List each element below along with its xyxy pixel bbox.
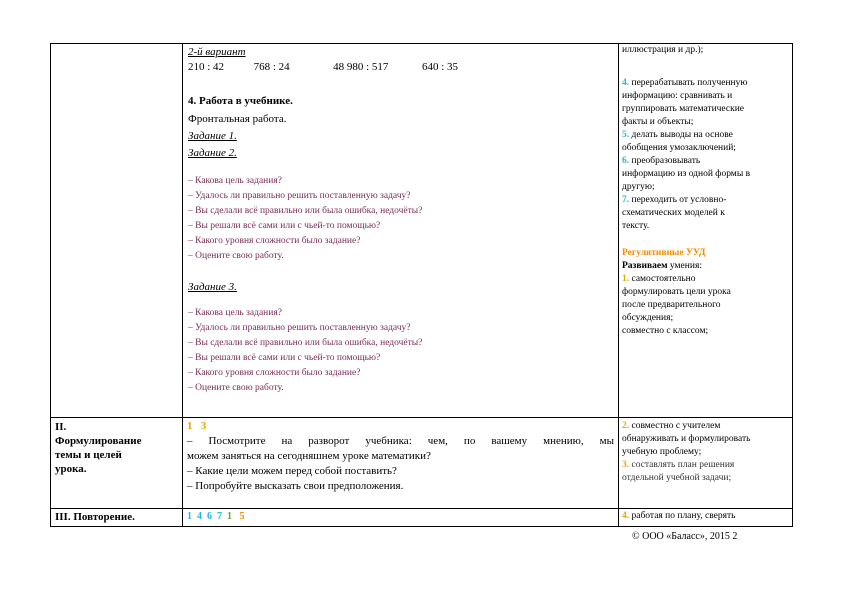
uud-line: преобразовывать xyxy=(631,156,701,166)
uud-line: тексту. xyxy=(622,221,650,231)
uud-number: 7. xyxy=(622,195,630,205)
table-border-bottom xyxy=(50,526,793,527)
column-divider-2 xyxy=(618,43,619,527)
uud-line: переходить от условно- xyxy=(631,195,727,205)
table-border-right xyxy=(792,43,793,527)
task-2-questions xyxy=(188,174,614,264)
uud-line: информацию: сравнивать и xyxy=(622,91,733,101)
question-item: – Вы решали всё сами или с чьей-то помощью? xyxy=(188,353,381,363)
uud-line: после предварительного xyxy=(622,300,721,310)
marker: 1 xyxy=(187,511,192,522)
develop-bold: Развиваем xyxy=(622,261,668,271)
question-item: – Какова цель задания? xyxy=(188,176,282,186)
teacher-line: – Попробуйте высказать свои предположения. xyxy=(187,480,404,492)
stage-line: II. xyxy=(55,421,67,433)
uud-line: обобщения умозаключений; xyxy=(622,143,736,153)
uud-line: группировать математические xyxy=(622,104,745,114)
question-item: – Оцените свою работу. xyxy=(188,251,284,261)
uud-item-4 xyxy=(622,77,788,129)
marker: 7 xyxy=(217,511,222,522)
uud-line: совместно с классом; xyxy=(622,326,709,336)
division-2: 768 : 24 xyxy=(253,61,290,73)
work-subtitle: Фронтальная работа. xyxy=(188,113,287,125)
regulative-uud-title: Регулятивные УУД xyxy=(622,248,706,258)
uud-markers xyxy=(187,419,614,434)
uud-number: 6. xyxy=(622,156,630,166)
question-item: – Вы решали всё сами или с чьей-то помощью? xyxy=(188,221,381,231)
marker: 1 xyxy=(227,511,232,522)
teacher-line: – Посмотрите на разворот учебника: чем, по вашему мнению, мы xyxy=(187,435,614,447)
variant-heading: 2-й вариант xyxy=(188,46,246,58)
copyright-footer: © ООО «Баласс», 2015 2 xyxy=(632,531,738,542)
marker-1: 1 xyxy=(187,420,193,432)
exercise-block xyxy=(188,45,614,396)
stage-3-label: III. Повторение. xyxy=(55,511,135,523)
row-divider-1 xyxy=(50,417,793,418)
stage-line: урока. xyxy=(55,463,87,475)
uud-line: самостоятельно xyxy=(631,274,696,284)
uud-line: совместно с учителем xyxy=(631,421,721,431)
uud-line: отдельной учебной задачи; xyxy=(622,473,732,483)
uud-number: 5. xyxy=(622,130,630,140)
question-item: – Какого уровня сложности было задание? xyxy=(188,368,361,378)
question-item: – Какого уровня сложности было задание? xyxy=(188,236,361,246)
uud-line: обнаруживать и формулировать xyxy=(622,434,751,444)
stage-2-label xyxy=(55,420,179,476)
uud-number: 2. xyxy=(622,421,630,431)
uud-line: учебную проблему; xyxy=(622,447,702,457)
column-divider-1 xyxy=(182,43,183,527)
task-3-questions xyxy=(188,306,614,396)
uud-line: делать выводы на основе xyxy=(631,130,733,140)
marker: 5 xyxy=(239,511,245,522)
uud-item-r1 xyxy=(622,273,788,338)
stage-line: темы и целей xyxy=(55,449,122,461)
teacher-line: – Какие цели можем перед собой поставить? xyxy=(187,465,397,477)
uud-line: составлять план решения xyxy=(631,460,735,470)
uud-line: другую; xyxy=(622,182,655,192)
uud-item-5 xyxy=(622,129,788,155)
uud-line: работая по плану, сверять xyxy=(631,511,736,521)
stage-3-uud xyxy=(622,510,788,523)
marker-3: 3 xyxy=(200,420,207,432)
lesson-table xyxy=(50,43,793,527)
uud-line: факты и объекты; xyxy=(622,117,694,127)
row-divider-2 xyxy=(50,508,793,509)
work-title: 4. Работа в учебнике. xyxy=(188,95,293,107)
question-item: – Вы сделали всё правильно или была ошибка, недочёты? xyxy=(188,206,423,216)
task-3-heading: Задание 3. xyxy=(188,281,237,293)
uud-line: схематических моделей к xyxy=(622,208,725,218)
uud-line: информацию из одной формы в xyxy=(622,169,751,179)
division-3: 48 980 : 517 xyxy=(333,61,389,73)
teacher-line: можем заняться на сегодняшнем уроке математики? xyxy=(187,450,431,462)
task-2-heading: Задание 2. xyxy=(188,147,237,159)
question-item: – Какова цель задания? xyxy=(188,308,282,318)
uud-line: формулировать цели урока xyxy=(622,287,731,297)
division-1: 210 : 42 xyxy=(188,61,225,73)
question-item: – Оцените свою работу. xyxy=(188,383,284,393)
develop-rest: умения: xyxy=(667,261,702,271)
develop-skills-line xyxy=(622,260,788,273)
uud-column xyxy=(622,44,788,338)
division-row xyxy=(188,60,614,74)
question-item: – Удалось ли правильно решить поставленную задачу? xyxy=(188,323,411,333)
marker: 4 xyxy=(197,511,202,522)
question-item: – Вы сделали всё правильно или была ошибка, недочёты? xyxy=(188,338,423,348)
uud-number: 1. xyxy=(622,274,630,284)
stage-2-content xyxy=(187,419,614,494)
uud-number: 3. xyxy=(622,460,630,470)
stage-line: Формулирование xyxy=(55,435,142,447)
stage-2-uud xyxy=(622,420,788,485)
task-1-heading: Задание 1. xyxy=(188,130,237,142)
uud-number: 4. xyxy=(622,511,630,521)
marker: 6 xyxy=(207,511,212,522)
uud-item-7 xyxy=(622,194,788,233)
uud-line: иллюстрация и др.); xyxy=(622,45,704,55)
table-border-left xyxy=(50,43,51,527)
question-item: – Удалось ли правильно решить поставленную задачу? xyxy=(188,191,411,201)
uud-number: 4. xyxy=(622,78,630,88)
division-4: 640 : 35 xyxy=(421,61,458,73)
uud-item-6 xyxy=(622,155,788,194)
uud-line: перерабатывать полученную xyxy=(631,78,748,88)
stage-3-markers xyxy=(187,510,487,524)
uud-line: обсуждения; xyxy=(622,313,674,323)
